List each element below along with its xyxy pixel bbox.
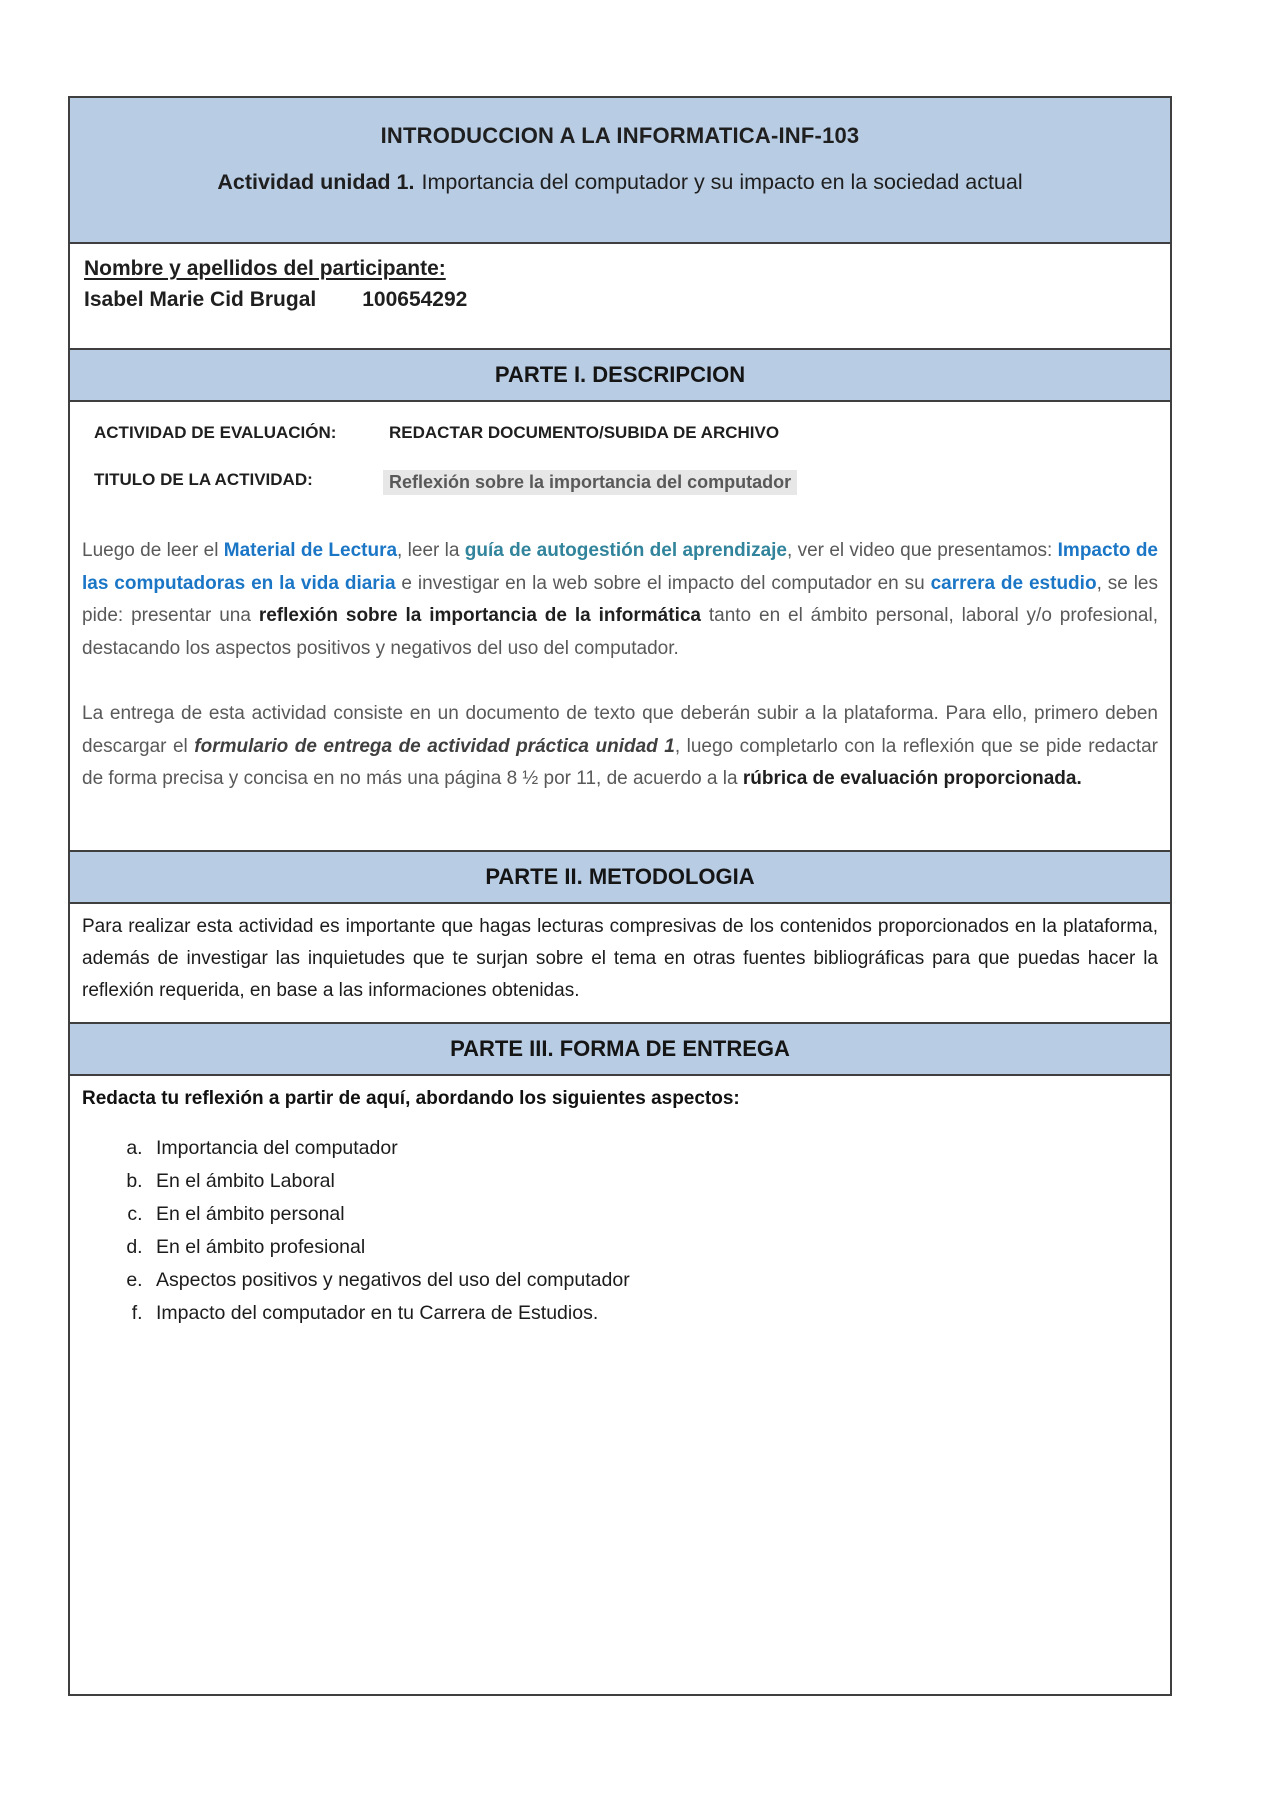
course-title: INTRODUCCION A LA INFORMATICA-INF-103 [380,123,860,148]
text-segment: reflexión sobre la importancia de la informática [258,605,701,626]
parte3-content [70,1074,1170,1694]
text-segment: , leer la [397,540,465,561]
carrera-de-estudio-link[interactable]: carrera de estudio [930,572,1097,594]
text-segment: , luego completarlo con la reflexión que se pide redactar de forma precisa y concisa en no más una página 8 ½ por 11, de acuerdo a la [82,735,1158,789]
text-segment: , ver el video que presentamos: [786,540,1058,561]
metodologia-paragraph: Para realizar esta actividad es importante que hagas lecturas compresivas de los contenidos proporcionados en la plataforma, además de investigar las inquietudes que te surjan sobre el tema en otras fuentes bibliográficas para que puedas hacer la reflexión requerida, en base a las informaciones obtenidas. [82,916,1158,1001]
field-row-titulo [82,470,1158,495]
descripcion-paragraph-2 [82,698,1158,796]
actividad-evaluacion-value: REDACTAR DOCUMENTO/SUBIDA DE ARCHIVO [389,423,780,442]
aspect-item-f: f. Impacto del computador en tu Carrera de Estudios. [148,1297,1158,1330]
descripcion-paragraph-1 [82,535,1158,665]
participant-name: Isabel Marie Cid Brugal [84,288,317,311]
actividad-evaluacion-label: ACTIVIDAD DE EVALUACIÓN: [94,423,337,442]
text-segment: , se les pide: presentar una [82,572,1158,626]
text-segment: tanto en el ámbito personal, laboral y/o profesional, destacando los aspectos positivos y negativos del uso del computador. [82,605,1158,659]
impacto-computadoras-video-link[interactable]: Impacto de las computadoras en la vida diaria [82,540,1159,594]
aspect-item-a: a. Importancia del computador [148,1132,1158,1165]
guia-de-autogestion-link[interactable]: guía de autogestión del aprendizaje [464,540,787,561]
participant-section [70,242,1170,348]
participant-id: 100654292 [362,288,468,311]
activity-form-table [68,96,1172,1696]
text-segment: Luego de leer el [82,540,224,561]
participant-value [84,288,1156,312]
titulo-actividad-value: Reflexión sobre la importancia del computador [383,470,797,495]
header-banner [70,98,1170,242]
activity-title: Importancia del computador y su impacto en la sociedad actual [421,170,1023,194]
field-row-actividad [82,423,1158,443]
aspect-item-e: e. Aspectos positivos y negativos del uso del computador [148,1264,1158,1297]
titulo-actividad-label: TITULO DE LA ACTIVIDAD: [94,470,313,489]
parte1-content [70,400,1170,850]
aspect-item-c: c. En el ámbito personal [148,1198,1158,1231]
aspect-list [148,1132,1158,1330]
parte1-heading: PARTE I. DESCRIPCION [70,348,1170,400]
activity-subtitle [84,170,1156,195]
participant-label: Nombre y apellidos del participante: [84,257,446,280]
material-de-lectura-link[interactable]: Material de Lectura [223,540,398,561]
parte3-heading: PARTE III. FORMA DE ENTREGA [70,1022,1170,1074]
text-segment: rúbrica de evaluación proporcionada. [742,768,1082,789]
parte2-heading: PARTE II. METODOLOGIA [70,850,1170,902]
parte2-content [70,902,1170,1022]
activity-label: Actividad unidad 1. [217,170,415,194]
redacta-intro-line: Redacta tu reflexión a partir de aquí, abordando los siguientes aspectos: [82,1088,740,1109]
text-segment: formulario de entrega de actividad práctica unidad 1 [194,735,675,757]
aspect-item-d: d. En el ámbito profesional [148,1231,1158,1264]
aspect-item-b: b. En el ámbito Laboral [148,1165,1158,1198]
text-segment: e investigar en la web sobre el impacto del computador en su [395,572,931,594]
text-segment: La entrega de esta actividad consiste en un documento de texto que deberán subir a la plataforma. Para ello, primero deben descargar el [82,703,1158,757]
